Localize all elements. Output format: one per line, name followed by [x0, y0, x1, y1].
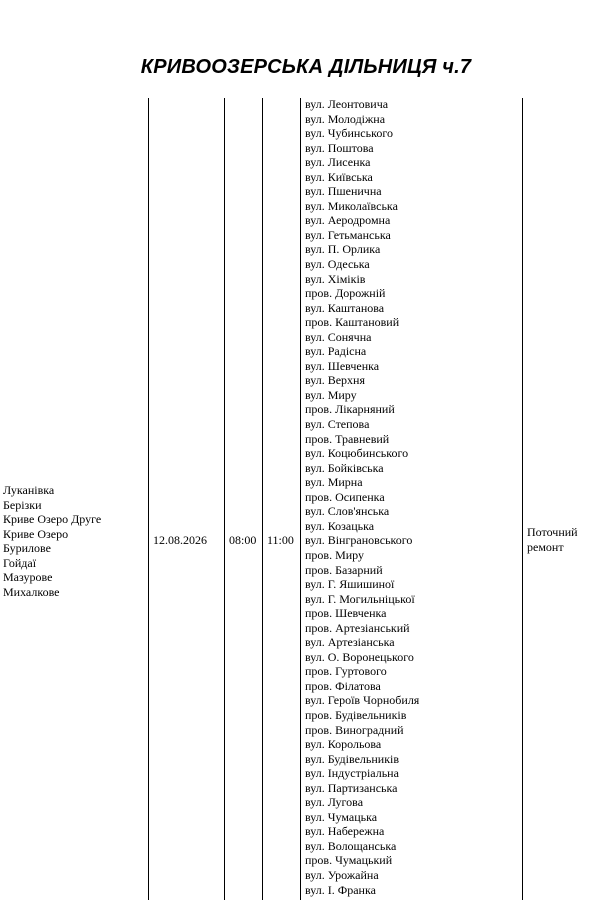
column-divider — [300, 98, 301, 900]
street-item: вул. Лугова — [305, 795, 364, 810]
street-item: пров. Травневий — [305, 431, 390, 446]
street-item: пров. Осипенка — [305, 489, 385, 504]
column-divider — [262, 98, 263, 900]
street-item: пров. Гуртового — [305, 664, 387, 679]
street-item: вул. Мирна — [305, 475, 363, 490]
locality-item: Бурилове — [3, 541, 51, 556]
street-item: вул. Верхня — [305, 373, 365, 388]
street-item: вул. Лисенка — [305, 155, 371, 170]
streets-cell — [305, 97, 419, 897]
time-to: 11:00 — [267, 533, 294, 547]
street-item: вул. Шевченка — [305, 358, 380, 373]
street-item: вул. Вінграновського — [305, 533, 413, 548]
street-item: пров. Виноградний — [305, 722, 404, 737]
street-item: вул. Бойківська — [305, 460, 384, 475]
street-item: вул. Миколаївська — [305, 198, 398, 213]
street-item: вул. О. Воронецького — [305, 649, 414, 664]
street-item: вул. Г. Яшишиної — [305, 577, 395, 592]
time-from: 08:00 — [229, 533, 257, 547]
locality-item: Луканівка — [3, 483, 55, 497]
street-item: пров. Дорожній — [305, 286, 386, 301]
work-type-line: Поточний — [527, 525, 578, 539]
page-title: КРИВООЗЕРСЬКА ДІЛЬНИЦЯ ч.7 — [140, 56, 472, 78]
street-item: вул. Одеська — [305, 257, 370, 272]
street-item: вул. Каштанова — [305, 300, 385, 315]
street-item: вул. Сонячна — [305, 329, 372, 344]
column-divider — [522, 98, 523, 900]
locality-item: Криве Озеро — [3, 526, 69, 541]
street-item: вул. Молодіжна — [305, 111, 386, 126]
street-item: вул. Миру — [305, 387, 357, 402]
street-item: вул. Козацька — [305, 518, 375, 533]
street-item: вул. Степова — [305, 417, 370, 432]
street-item: вул. Коцюбинського — [305, 446, 409, 461]
street-item: вул. Київська — [305, 169, 373, 184]
street-item: вул. Слов'янська — [305, 504, 390, 519]
street-item: вул. Г. Могильніцької — [305, 591, 415, 606]
locality-item: Михалкове — [3, 584, 60, 599]
street-item: пров. Філатова — [305, 678, 381, 693]
street-item: вул. Поштова — [305, 140, 374, 155]
street-item: вул. Партизанська — [305, 780, 398, 795]
street-item: вул. Будівельників — [305, 751, 400, 766]
column-divider — [148, 98, 149, 900]
locality-item: Берізки — [3, 497, 42, 512]
street-item: пров. Будівельників — [305, 707, 407, 722]
street-item: вул. Урожайна — [305, 867, 379, 882]
street-item: вул. Артезіанська — [305, 635, 395, 650]
street-item: вул. Чумацька — [305, 809, 378, 824]
street-item: вул. І. Франка — [305, 882, 376, 897]
column-divider — [224, 98, 225, 900]
street-item: вул. Волощанська — [305, 838, 397, 853]
work-type-cell — [527, 525, 578, 554]
street-item: пров. Чумацький — [305, 853, 393, 868]
work-type-line: ремонт — [527, 539, 564, 554]
street-item: вул. Пшенична — [305, 184, 382, 199]
street-item: пров. Каштановий — [305, 315, 400, 330]
street-item: пров. Шевченка — [305, 606, 387, 621]
street-item: вул. П. Орлика — [305, 242, 381, 257]
street-item: пров. Базарний — [305, 562, 383, 577]
locality-item: Мазурове — [3, 570, 53, 585]
street-item: вул. Героїв Чорнобиля — [305, 693, 420, 708]
locality-item: Криве Озеро Друге — [3, 512, 102, 527]
street-item: вул. Чубинського — [305, 126, 393, 141]
locality-item: Гойдаї — [3, 555, 37, 570]
street-item: вул. Гетьманська — [305, 227, 391, 242]
street-item: вул. Індустріальна — [305, 766, 399, 781]
localities-cell — [3, 483, 101, 599]
street-item: пров. Миру — [305, 547, 365, 562]
street-item: вул. Хіміків — [305, 271, 366, 286]
street-item: пров. Лікарняний — [305, 402, 395, 417]
street-item: пров. Артезіанський — [305, 620, 410, 635]
street-item: вул. Радісна — [305, 344, 367, 359]
street-item: вул. Аеродромна — [305, 213, 391, 228]
street-item: вул. Леонтовича — [305, 97, 389, 111]
street-item: вул. Набережна — [305, 824, 385, 839]
outage-date: 12.08.2026 — [153, 533, 207, 547]
street-item: вул. Корольова — [305, 737, 382, 752]
